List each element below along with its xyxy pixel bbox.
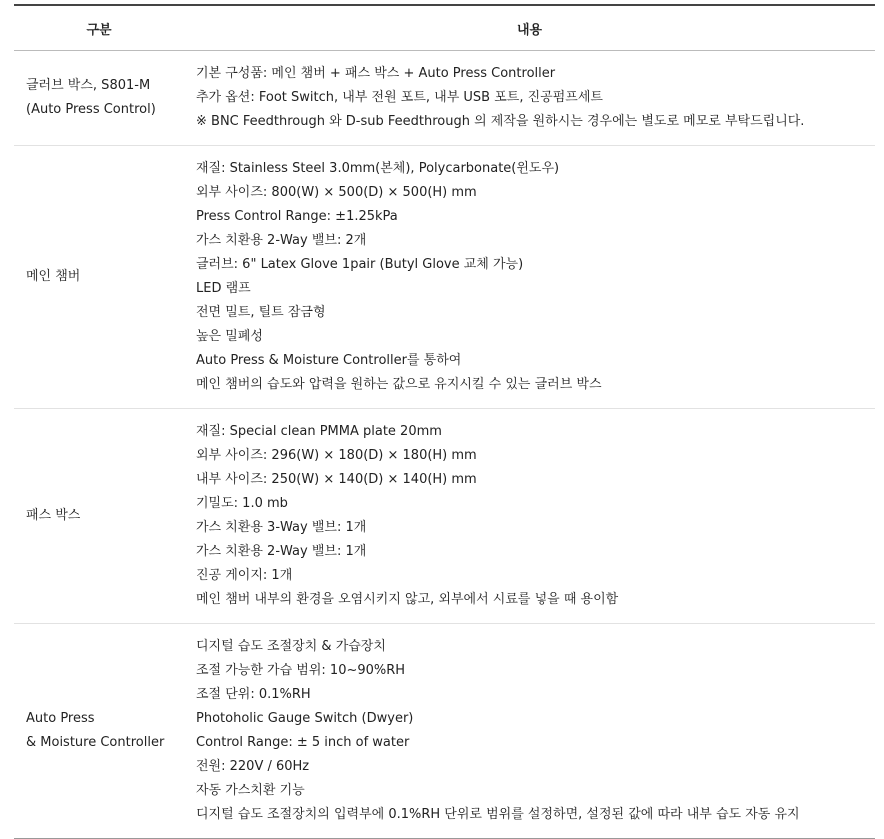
spec-line: 자동 가스치환 기능 — [196, 783, 305, 798]
header-row — [14, 5, 875, 51]
row-controller — [14, 624, 875, 839]
category-label: 메인 챔버 — [26, 269, 81, 284]
spec-line: 전원: 220V / 60Hz — [196, 759, 310, 774]
spec-line: 내부 사이즈: 250(W) × 140(D) × 140(H) mm — [196, 472, 477, 487]
spec-line: 디지털 습도 조절장치 & 가습장치 — [196, 639, 386, 654]
spec-line: 기본 구성품: 메인 챔버 + 패스 박스 + Auto Press Controller — [196, 66, 556, 81]
spec-line: Auto Press & Moisture Controller를 통하여 — [196, 353, 462, 368]
category-cell — [14, 624, 184, 839]
content-cell — [184, 409, 875, 624]
spec-line: 높은 밀폐성 — [196, 329, 263, 344]
content-cell — [184, 624, 875, 839]
category-cell — [14, 146, 184, 409]
spec-line: 메인 챔버 내부의 환경을 오염시키지 않고, 외부에서 시료를 넣을 때 용이함 — [196, 592, 619, 607]
header-category: 구분 — [86, 22, 112, 38]
spec-line: 기밀도: 1.0 mb — [196, 496, 288, 511]
category-cell — [14, 409, 184, 624]
category-label: & Moisture Controller — [26, 735, 165, 750]
table-header — [14, 5, 875, 51]
category-label: 글러브 박스, S801-M — [26, 78, 151, 93]
row-glove-box — [14, 51, 875, 146]
category-label: Auto Press — [26, 711, 95, 726]
spec-line: 가스 치환용 3-Way 밸브: 1개 — [196, 520, 367, 535]
spec-line: ※ BNC Feedthrough 와 D-sub Feedthrough 의 제작을 원하시는 경우에는 별도로 메모로 부탁드립니다. — [196, 114, 805, 129]
spec-line: 조절 단위: 0.1%RH — [196, 687, 311, 702]
category-label: 패스 박스 — [26, 508, 81, 523]
spec-line: LED 램프 — [196, 281, 251, 296]
spec-line: 진공 게이지: 1개 — [196, 568, 293, 583]
spec-line: 재질: Special clean PMMA plate 20mm — [196, 424, 442, 439]
header-content: 내용 — [516, 22, 543, 38]
spec-line: 글러브: 6" Latex Glove 1pair (Butyl Glove 교체 가능) — [196, 257, 524, 272]
spec-line: 추가 옵션: Foot Switch, 내부 전원 포트, 내부 USB 포트, 진공펌프세트 — [196, 90, 603, 105]
category-label: (Auto Press Control) — [26, 102, 156, 117]
table-body — [14, 51, 875, 839]
spec-line: 외부 사이즈: 800(W) × 500(D) × 500(H) mm — [196, 185, 477, 200]
spec-line: 조절 가능한 가습 범위: 10~90%RH — [196, 663, 406, 678]
spec-line: Control Range: ± 5 inch of water — [196, 735, 410, 750]
spec-line: 가스 치환용 2-Way 밸브: 1개 — [196, 544, 367, 559]
spec-line: Photoholic Gauge Switch (Dwyer) — [196, 711, 414, 726]
content-cell — [184, 146, 875, 409]
row-pass-box — [14, 409, 875, 624]
spec-line: 외부 사이즈: 296(W) × 180(D) × 180(H) mm — [196, 448, 477, 463]
spec-line: Press Control Range: ±1.25kPa — [196, 209, 398, 224]
spec-line: 디지털 습도 조절장치의 입력부에 0.1%RH 단위로 범위를 설정하면, 설정된 값에 따라 내부 습도 자동 유지 — [196, 807, 800, 822]
spec-line: 재질: Stainless Steel 3.0mm(본체), Polycarbonate(윈도우) — [196, 161, 560, 176]
content-cell — [184, 51, 875, 146]
spec-table — [14, 4, 875, 839]
category-cell — [14, 51, 184, 146]
spec-line: 메인 챔버의 습도와 압력을 원하는 값으로 유지시킬 수 있는 글러브 박스 — [196, 377, 602, 392]
spec-line: 가스 치환용 2-Way 밸브: 2개 — [196, 233, 367, 248]
row-main-chamber — [14, 146, 875, 409]
spec-line: 전면 밀트, 틸트 잠금형 — [196, 305, 326, 320]
